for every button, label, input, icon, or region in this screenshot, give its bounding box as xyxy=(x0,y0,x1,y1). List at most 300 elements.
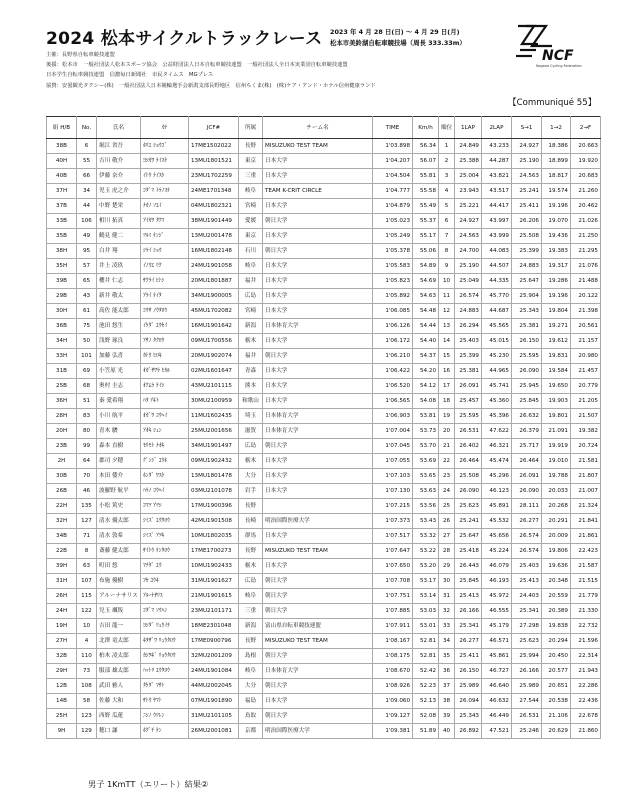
speed-cell: 53.22 xyxy=(413,544,439,559)
prefecture-cell: 石川 xyxy=(239,244,263,259)
time-cell: 1'04.777 xyxy=(373,184,413,199)
kana-cell: ｲﾄｳ ﾅｲｽｹ xyxy=(141,169,189,184)
split-s1-cell: 25.399 xyxy=(512,244,542,259)
lap1-cell: 25.190 xyxy=(455,259,482,274)
time-cell: 1'07.130 xyxy=(373,484,413,499)
prefecture-cell: 愛媛 xyxy=(239,214,263,229)
number-cell: 55 xyxy=(77,154,97,169)
lap2-cell: 46.079 xyxy=(482,559,512,574)
table-header-row xyxy=(47,117,601,139)
name-cell: 清水 敦希 xyxy=(97,529,141,544)
lap1-cell: 25.508 xyxy=(455,469,482,484)
heat-cell: 31B xyxy=(47,364,77,379)
heat-cell: 14B xyxy=(47,694,77,709)
jcf-cell: 44MU2002045 xyxy=(189,679,239,694)
split-12-cell: 19.801 xyxy=(542,409,571,424)
name-cell: 相川 拓真 xyxy=(97,214,141,229)
table-row xyxy=(47,619,601,634)
lap2-cell: 43.999 xyxy=(482,229,512,244)
heat-cell: 25B xyxy=(47,379,77,394)
name-cell: 北澤 竜太郎 xyxy=(97,634,141,649)
team-cell: 日本大学 xyxy=(263,274,373,289)
split-s1-cell: 25.381 xyxy=(512,319,542,334)
lap2-cell: 43.997 xyxy=(482,214,512,229)
split-s1-cell: 25.403 xyxy=(512,559,542,574)
split-12-cell: 20.389 xyxy=(542,604,571,619)
lap2-cell: 44.687 xyxy=(482,304,512,319)
heat-cell: 31H xyxy=(47,574,77,589)
table-row xyxy=(47,274,601,289)
prefecture-cell: 福井 xyxy=(239,349,263,364)
split-12-cell: 19.010 xyxy=(542,454,571,469)
team-cell: 朝日大学 xyxy=(263,709,373,724)
column-header: Km/h xyxy=(413,117,439,139)
time-cell: 1'07.004 xyxy=(373,424,413,439)
split-12-cell: 20.033 xyxy=(542,484,571,499)
time-cell: 1'04.207 xyxy=(373,154,413,169)
rank-cell: 11 xyxy=(439,289,455,304)
jcf-cell: 32MU2001209 xyxy=(189,649,239,664)
event-dates: 2023 年 4 月 28 日(日) 〜 4 月 29 日(月) xyxy=(330,28,460,36)
name-cell: 小川 航平 xyxy=(97,409,141,424)
split-2f-cell: 21.026 xyxy=(571,214,601,229)
speed-cell: 53.17 xyxy=(413,574,439,589)
time-cell: 1'07.055 xyxy=(373,454,413,469)
lap1-cell: 23.943 xyxy=(455,184,482,199)
lap1-cell: 24.700 xyxy=(455,244,482,259)
kana-cell: ﾓﾘﾓﾄ ﾅｵｷ xyxy=(141,439,189,454)
split-2f-cell: 22.286 xyxy=(571,679,601,694)
prefecture-cell: 岐阜 xyxy=(239,589,263,604)
team-cell: 朝日大学 xyxy=(263,679,373,694)
lap2-cell: 46.727 xyxy=(482,664,512,679)
jcf-cell: 20MU1801887 xyxy=(189,274,239,289)
column-header: 1LAP xyxy=(455,117,482,139)
lap1-cell: 25.457 xyxy=(455,394,482,409)
lap2-cell: 44.507 xyxy=(482,259,512,274)
number-cell: 61 xyxy=(77,304,97,319)
team-cell: 朝日大学 xyxy=(263,244,373,259)
split-12-cell: 19.831 xyxy=(542,349,571,364)
rank-cell: 17 xyxy=(439,379,455,394)
prefecture-cell: 宮崎 xyxy=(239,304,263,319)
prefecture-cell: 栃木 xyxy=(239,559,263,574)
lap2-cell: 46.571 xyxy=(482,634,512,649)
split-12-cell: 20.559 xyxy=(542,589,571,604)
lap1-cell: 26.091 xyxy=(455,379,482,394)
column-header: チーム名 xyxy=(263,117,373,139)
time-cell: 1'04.504 xyxy=(373,169,413,184)
page-title: 2024 松本サイクルトラックレース xyxy=(46,29,323,49)
number-cell: 44 xyxy=(77,199,97,214)
time-cell: 1'07.650 xyxy=(373,559,413,574)
name-cell: 白井 翔 xyxy=(97,244,141,259)
rank-cell: 15 xyxy=(439,349,455,364)
table-row xyxy=(47,664,601,679)
kana-cell: ｱﾙｰﾅｻﾘｽ xyxy=(141,589,189,604)
column-header: 所属 xyxy=(239,117,263,139)
lap2-cell: 45.741 xyxy=(482,379,512,394)
column-header: No. xyxy=(77,117,97,139)
jcf-cell: 34MU1900005 xyxy=(189,289,239,304)
speed-cell: 53.20 xyxy=(413,559,439,574)
time-cell: 1'07.517 xyxy=(373,529,413,544)
rank-cell: 39 xyxy=(439,709,455,724)
split-s1-cell: 24.883 xyxy=(512,259,542,274)
split-12-cell: 19.788 xyxy=(542,469,571,484)
team-cell: 日本大学 xyxy=(263,394,373,409)
number-cell: 71 xyxy=(77,529,97,544)
lap1-cell: 25.403 xyxy=(455,334,482,349)
name-cell: 児玉 虎之介 xyxy=(97,184,141,199)
heat-cell: 12B xyxy=(47,679,77,694)
speed-cell: 55.58 xyxy=(413,184,439,199)
lap2-cell: 45.861 xyxy=(482,649,512,664)
time-cell: 1'08.167 xyxy=(373,634,413,649)
prefecture-cell: 島根 xyxy=(239,649,263,664)
speed-cell: 53.32 xyxy=(413,529,439,544)
communique-number: 【Communiqué 55】 xyxy=(508,98,597,108)
team-cell: 朝日大学 xyxy=(263,649,373,664)
lap1-cell: 25.595 xyxy=(455,409,482,424)
team-cell: 日本大学 xyxy=(263,304,373,319)
split-s1-cell: 26.379 xyxy=(512,424,542,439)
team-cell: 日本大学 xyxy=(263,289,373,304)
lap2-cell: 44.335 xyxy=(482,274,512,289)
table-row xyxy=(47,364,601,379)
speed-cell: 53.73 xyxy=(413,424,439,439)
number-cell: 64 xyxy=(77,454,97,469)
split-2f-cell: 21.861 xyxy=(571,529,601,544)
logo-text: NCF xyxy=(542,48,574,64)
split-2f-cell: 21.205 xyxy=(571,394,601,409)
lap1-cell: 24.563 xyxy=(455,229,482,244)
number-cell: 49 xyxy=(77,229,97,244)
heat-cell: 32B xyxy=(47,649,77,664)
table-row xyxy=(47,184,601,199)
number-cell: 95 xyxy=(77,244,97,259)
kana-cell: ﾀｹﾀﾞ ﾏｻﾄ xyxy=(141,679,189,694)
kana-cell: ｻﾄｳ ﾔﾏﾄ xyxy=(141,694,189,709)
kana-cell: ｱﾗｲ ｹｲﾀ xyxy=(141,289,189,304)
heat-cell: 19H xyxy=(47,619,77,634)
lap1-cell: 25.241 xyxy=(455,514,482,529)
jcf-cell: 09MU1902432 xyxy=(189,454,239,469)
name-cell: 町田 悠 xyxy=(97,559,141,574)
number-cell: 110 xyxy=(77,649,97,664)
split-2f-cell: 21.076 xyxy=(571,259,601,274)
kana-cell: ｺﾏﾂ ｱﾂｼ xyxy=(141,499,189,514)
jcf-cell: 23MU2101171 xyxy=(189,604,239,619)
prefecture-cell: 大分 xyxy=(239,679,263,694)
name-cell: 兒玉 颯叛 xyxy=(97,604,141,619)
split-2f-cell: 21.943 xyxy=(571,664,601,679)
split-12-cell: 18.386 xyxy=(542,139,571,154)
lap2-cell: 47.622 xyxy=(482,424,512,439)
number-cell: 8 xyxy=(77,544,97,559)
rank-cell: 22 xyxy=(439,454,455,469)
prefecture-cell: 熊本 xyxy=(239,379,263,394)
prefecture-cell: 長野 xyxy=(239,499,263,514)
rank-cell: 32 xyxy=(439,604,455,619)
name-cell: アルーナサリス xyxy=(97,589,141,604)
table-row xyxy=(47,394,601,409)
name-cell: 井上 凌玖 xyxy=(97,259,141,274)
name-cell: 堀江 省吾 xyxy=(97,139,141,154)
split-12-cell: 19.612 xyxy=(542,334,571,349)
split-s1-cell: 26.090 xyxy=(512,484,542,499)
split-2f-cell: 21.488 xyxy=(571,274,601,289)
speed-cell: 52.81 xyxy=(413,634,439,649)
team-cell: 朝日大学 xyxy=(263,349,373,364)
prefecture-cell: 長野 xyxy=(239,634,263,649)
split-2f-cell: 21.581 xyxy=(571,454,601,469)
team-cell: 日本大学 xyxy=(263,169,373,184)
jcf-cell: 10MU1902433 xyxy=(189,559,239,574)
split-12-cell: 20.538 xyxy=(542,694,571,709)
name-cell: 武田 雅人 xyxy=(97,679,141,694)
kana-cell: ｺﾀﾞﾏ ﾄﾗﾉｽｹ xyxy=(141,184,189,199)
column-header: 1→2 xyxy=(542,117,571,139)
lap2-cell: 46.193 xyxy=(482,574,512,589)
time-cell: 1'08.670 xyxy=(373,664,413,679)
kana-cell: ｻｲﾄｳ ｹﾝﾀﾛｳ xyxy=(141,544,189,559)
lap2-cell: 45.179 xyxy=(482,619,512,634)
table-row xyxy=(47,694,601,709)
table-row xyxy=(47,634,601,649)
heat-cell: 40H xyxy=(47,154,77,169)
name-cell: 穂口 謙 xyxy=(97,724,141,739)
team-cell: 日本体育大学 xyxy=(263,424,373,439)
time-cell: 1'07.885 xyxy=(373,604,413,619)
heat-cell: 30B xyxy=(47,469,77,484)
split-s1-cell: 25.508 xyxy=(512,229,542,244)
speed-cell: 52.08 xyxy=(413,709,439,724)
name-cell: 郡司 夕穂 xyxy=(97,454,141,469)
speed-cell: 53.63 xyxy=(413,484,439,499)
heat-cell: 30H xyxy=(47,304,77,319)
results-body xyxy=(47,139,601,739)
jcf-cell: 03MU2101078 xyxy=(189,484,239,499)
team-cell: 日本大学 xyxy=(263,694,373,709)
jcf-cell: 13MU1801521 xyxy=(189,154,239,169)
jcf-cell: 17ME0900796 xyxy=(189,634,239,649)
heat-cell: 36H xyxy=(47,394,77,409)
split-s1-cell: 25.246 xyxy=(512,724,542,739)
team-cell: 日本大学 xyxy=(263,199,373,214)
time-cell: 1'06.210 xyxy=(373,349,413,364)
number-cell: 99 xyxy=(77,439,97,454)
team-cell: 朝日大学 xyxy=(263,574,373,589)
split-2f-cell: 21.457 xyxy=(571,364,601,379)
lap1-cell: 25.411 xyxy=(455,649,482,664)
name-cell: 布施 優樹 xyxy=(97,574,141,589)
kana-cell: ﾎｸﾞﾁ ｹﾝ xyxy=(141,724,189,739)
team-cell: 日本体育大学 xyxy=(263,409,373,424)
prefecture-cell: 長崎 xyxy=(239,514,263,529)
split-s1-cell: 26.150 xyxy=(512,334,542,349)
prefecture-cell: 東京 xyxy=(239,154,263,169)
kana-cell: ｼﾐｽﾞ ｱﾂｷ xyxy=(141,529,189,544)
table-row xyxy=(47,229,601,244)
number-cell: 80 xyxy=(77,424,97,439)
rank-cell: 37 xyxy=(439,679,455,694)
table-row xyxy=(47,289,601,304)
split-12-cell: 19.383 xyxy=(542,244,571,259)
speed-cell: 52.42 xyxy=(413,664,439,679)
lap1-cell: 25.647 xyxy=(455,529,482,544)
heat-cell: 33B xyxy=(47,214,77,229)
column-header: 2LAP xyxy=(482,117,512,139)
split-2f-cell: 21.295 xyxy=(571,244,601,259)
kana-cell: ﾖｼﾀﾞ ﾘｭｳｲﾁ xyxy=(141,619,189,634)
lap2-cell: 46.123 xyxy=(482,484,512,499)
team-cell: 日本大学 xyxy=(263,154,373,169)
split-s1-cell: 26.464 xyxy=(512,454,542,469)
lap2-cell: 43.517 xyxy=(482,184,512,199)
table-row xyxy=(47,304,601,319)
rank-cell: 18 xyxy=(439,394,455,409)
rank-cell: 2 xyxy=(439,154,455,169)
split-s1-cell: 26.531 xyxy=(512,709,542,724)
name-cell: 高佐 能太郎 xyxy=(97,304,141,319)
lap2-cell: 44.965 xyxy=(482,364,512,379)
time-cell: 1'06.903 xyxy=(373,409,413,424)
jcf-cell: 38MU1901449 xyxy=(189,214,239,229)
lap2-cell: 45.565 xyxy=(482,319,512,334)
time-cell: 1'04.879 xyxy=(373,199,413,214)
split-12-cell: 19.584 xyxy=(542,364,571,379)
time-cell: 1'07.215 xyxy=(373,499,413,514)
team-cell: 朝日大学 xyxy=(263,589,373,604)
split-12-cell: 21.091 xyxy=(542,424,571,439)
heat-cell: 23B xyxy=(47,439,77,454)
name-cell: 櫻井 仁志 xyxy=(97,274,141,289)
speed-cell: 54.69 xyxy=(413,274,439,289)
split-12-cell: 20.294 xyxy=(542,634,571,649)
split-12-cell: 19.806 xyxy=(542,544,571,559)
split-s1-cell: 27.298 xyxy=(512,619,542,634)
heat-cell: 38H xyxy=(47,244,77,259)
split-s1-cell: 26.206 xyxy=(512,214,542,229)
rank-cell: 1 xyxy=(439,139,455,154)
split-s1-cell: 24.563 xyxy=(512,169,542,184)
number-cell: 57 xyxy=(77,259,97,274)
speed-cell: 53.03 xyxy=(413,604,439,619)
time-cell: 1'08.926 xyxy=(373,679,413,694)
lap2-cell: 44.417 xyxy=(482,199,512,214)
name-cell: 本田 倭介 xyxy=(97,469,141,484)
lap1-cell: 26.094 xyxy=(455,694,482,709)
name-cell: 西野 瓜蓮 xyxy=(97,709,141,724)
number-cell: 63 xyxy=(77,559,97,574)
lap1-cell: 25.413 xyxy=(455,589,482,604)
split-2f-cell: 21.398 xyxy=(571,304,601,319)
jcf-cell: 17MU1900396 xyxy=(189,499,239,514)
rank-cell: 9 xyxy=(439,259,455,274)
jcf-cell: 26MU2001081 xyxy=(189,724,239,739)
split-s1-cell: 25.623 xyxy=(512,634,542,649)
split-12-cell: 18.899 xyxy=(542,154,571,169)
prefecture-cell: 広島 xyxy=(239,439,263,454)
prefecture-cell: 新潟 xyxy=(239,319,263,334)
name-cell: 小笠原 光 xyxy=(97,364,141,379)
speed-cell: 55.06 xyxy=(413,244,439,259)
heat-cell: 24H xyxy=(47,604,77,619)
heat-cell: 39H xyxy=(47,559,77,574)
prefecture-cell: 東京 xyxy=(239,229,263,244)
table-row xyxy=(47,154,601,169)
lap2-cell: 45.224 xyxy=(482,544,512,559)
time-cell: 1'06.520 xyxy=(373,379,413,394)
lap2-cell: 45.015 xyxy=(482,334,512,349)
heat-cell: 35H xyxy=(47,259,77,274)
jcf-cell: 34MU1901497 xyxy=(189,439,239,454)
rank-cell: 23 xyxy=(439,469,455,484)
name-cell: 鶴見 健二 xyxy=(97,229,141,244)
jcf-cell: 07MU1901890 xyxy=(189,694,239,709)
rank-cell: 20 xyxy=(439,424,455,439)
split-12-cell: 19.070 xyxy=(542,214,571,229)
name-cell: 秦 愛希翔 xyxy=(97,394,141,409)
split-s1-cell: 25.989 xyxy=(512,679,542,694)
heat-cell: 32H xyxy=(47,514,77,529)
prefecture-cell: 大分 xyxy=(239,469,263,484)
number-cell: 58 xyxy=(77,694,97,709)
speed-cell: 53.14 xyxy=(413,589,439,604)
table-row xyxy=(47,649,601,664)
split-2f-cell: 21.260 xyxy=(571,184,601,199)
number-cell: 51 xyxy=(77,394,97,409)
lap2-cell: 46.321 xyxy=(482,439,512,454)
split-2f-cell: 21.807 xyxy=(571,469,601,484)
rank-cell: 12 xyxy=(439,304,455,319)
lap2-cell: 47.521 xyxy=(482,724,512,739)
number-cell: 4 xyxy=(77,634,97,649)
table-row xyxy=(47,199,601,214)
name-cell: 浅野 琢良 xyxy=(97,334,141,349)
event-venue: 松本市美鈴湖自転車競技場（周長 333.33m） xyxy=(330,39,466,47)
split-s1-cell: 27.544 xyxy=(512,694,542,709)
prefecture-cell: 和歌山 xyxy=(239,394,263,409)
table-row xyxy=(47,409,601,424)
split-s1-cell: 26.574 xyxy=(512,544,542,559)
time-cell: 1'07.045 xyxy=(373,439,413,454)
team-cell: 日本大学 xyxy=(263,529,373,544)
lap2-cell: 45.396 xyxy=(482,409,512,424)
lap1-cell: 25.399 xyxy=(455,349,482,364)
split-s1-cell: 25.190 xyxy=(512,154,542,169)
number-cell: 34 xyxy=(77,184,97,199)
name-cell: 加藤 弘喜 xyxy=(97,349,141,364)
name-cell: 斎藤 健太郎 xyxy=(97,544,141,559)
number-cell: 101 xyxy=(77,349,97,364)
name-cell: 青木 駿 xyxy=(97,424,141,439)
rank-cell: 34 xyxy=(439,634,455,649)
name-cell: 新井 敬太 xyxy=(97,289,141,304)
split-12-cell: 20.450 xyxy=(542,649,571,664)
number-cell: 70 xyxy=(77,469,97,484)
rank-cell: 3 xyxy=(439,169,455,184)
number-cell: 115 xyxy=(77,589,97,604)
lap2-cell: 43.233 xyxy=(482,139,512,154)
kana-cell: ﾎﾝﾀﾞ ﾜｽｹ xyxy=(141,469,189,484)
split-2f-cell: 21.515 xyxy=(571,574,601,589)
jcf-cell: 31MU1901627 xyxy=(189,574,239,589)
speed-cell: 54.40 xyxy=(413,334,439,349)
number-cell: 6 xyxy=(77,139,97,154)
split-12-cell: 19.271 xyxy=(542,319,571,334)
